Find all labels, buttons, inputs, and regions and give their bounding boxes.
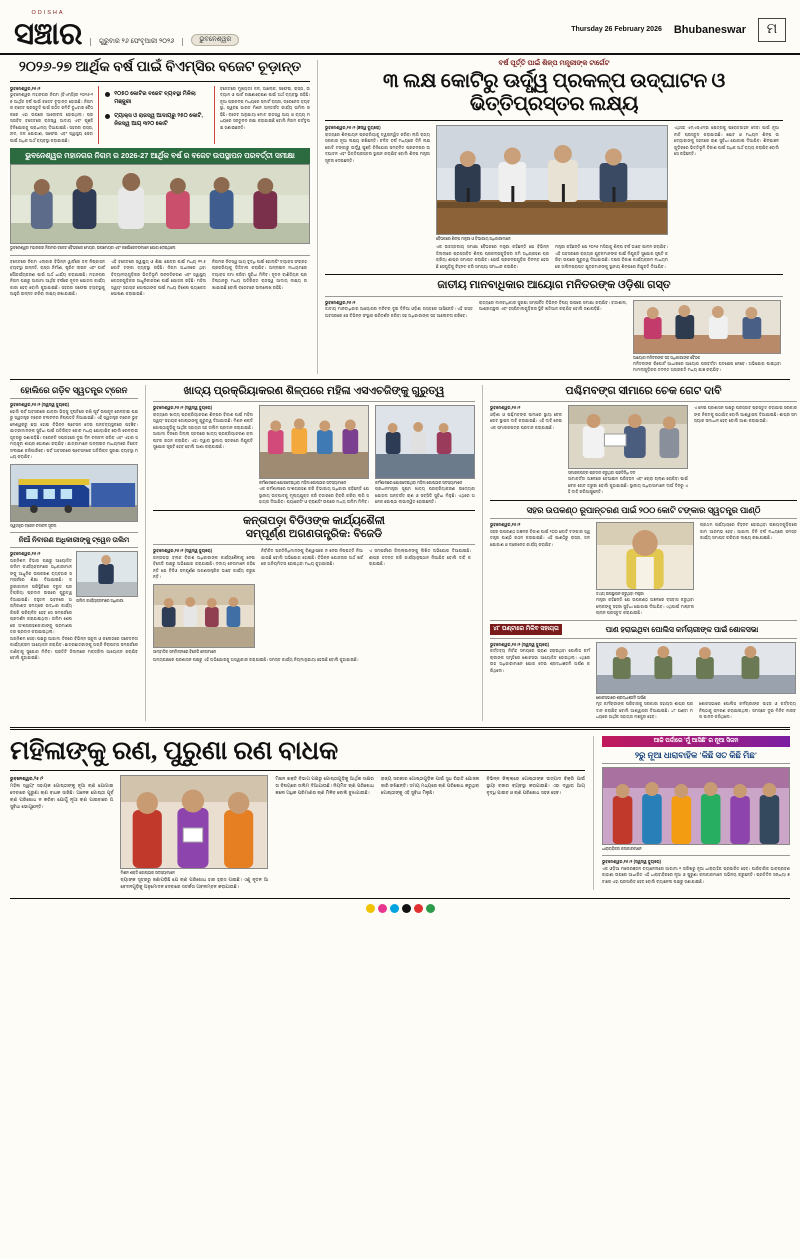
bmc-lower-col-1: ବଜେଟରେ ନିଗମ ଏଲାକାର ବିଭିନ୍ନ ୱାର୍ଡରେ ଜଳ ନିଷ୍କାସନ ବ୍ୟବସ୍ଥା ଉନ୍ନତି, ରାସ୍ତା ନିର୍ମାଣ, ଷ୍ଟ୍ରିଟ ଲାଇଟ ଏବଂ ପାର୍କ ସୌନ୍ଦର୍ଯ୍ୟକରଣ ପାଇଁ ଅର୍ଥ ଧାର୍ଯ୍ୟ କରାଯାଇଛି। ମହାନଗର ନିଗମ ପକ୍ଷରୁ ଆଗାମୀ ଆର୍ଥିକ ବର୍ଷରେ ନୂତନ ଯୋଜନା କାର୍ଯ୍ୟକାରୀ ହେବ ବୋଲି କୁହାଯାଇଛି। ସହରର ସଫେଇ ବ୍ୟବସ୍ଥାକୁ ଆହୁରି ଉନ୍ନତ କରିବା ଲକ୍ଷ୍ୟ ରଖାଯାଇଛି। — [10, 258, 105, 297]
tv-dateline: ଭୁବନେଶ୍ୱର,୨୫।୨ (ସ୍ୱସ୍ୱ ବ୍ୟୁରୋ) — [602, 859, 662, 865]
bmc-event-banner: ଭୁବନେଶ୍ୱର ମହାନଗର ନିଗମ ର 2026-27 ଆର୍ଥିକ ବର୍ଷ ର ବଜେଟ ଉପସ୍ଥାପନ ପରବର୍ତ୍ତୀ ସମୀକ୍ଷା — [10, 148, 310, 164]
food-photo-art-2 — [376, 406, 474, 478]
food-col-2: ଏକ କର୍ମଶାଳାରେ ଅଂଶଗ୍ରହଣ କରି ବିଭାଗୀୟ ଅଧିକାରୀ କହିଛନ୍ତି ଯେ ସ୍ଥାନୀୟ ଉତ୍ପାଦକୁ ମୂଲ୍ୟଯୁକ୍ତ କରି ବଜାରରେ ବିକ୍ରି କରିବା ଲାଗି ସହାୟତା ଦିଆଯିବ। ପ୍ୟାକେଜିଂ ଓ ବ୍ରାଣ୍ଡିଂ ଉପରେ ମଧ୍ୟ ତାଲିମ ମିଳିବ। — [259, 486, 369, 505]
food-col-1: ରାଜ୍ୟରେ ଖାଦ୍ୟ ପ୍ରକ୍ରିୟାକରଣ ଶିଳ୍ପର ବିକାଶ ପାଇଁ ମହିଳା ସ୍ୱୟଂ ସହାୟକ ଗୋଷ୍ଠୀଙ୍କୁ ଗୁରୁତ୍ୱ ଦିଆଯାଉଛି। ମିଶନ ଶକ୍ତି ଗୋଷ୍ଠୀଗୁଡ଼ିକୁ ଆର୍ଥିକ ସହାୟତା ସହ ତାଲିମ ପ୍ରଦାନ କରାଯାଉଛି। — [153, 411, 253, 430]
women-col-2: ବ୍ୟାଙ୍କ ସୂତ୍ରରୁ ଜଣାପଡ଼ିଛି ଯେ ଋଣ ପରିଶୋଧ ହାର ହ୍ରାସ ପାଇଛି। ଏଣୁ ନୂତନ ଆବେଦନଗୁଡ଼ିକୁ ଅନୁମୋଦନ ଦେବାରେ ସତର୍କତା ଅବଲମ୍ବନ କରାଯାଉଛି। — [120, 876, 269, 889]
tv-photo — [602, 767, 790, 845]
checkgate-headline: ପଶ୍ଚିମବଙ୍ଗ ସୀମାରେ ଚେକ ଗେଟ ଦାବି — [565, 384, 722, 397]
train-dateline: ଭୁବନେଶ୍ୱର,୨୫।୨ (ସ୍ୱସ୍ୱ ବ୍ୟୁରୋ) — [10, 402, 70, 407]
tv-body: ଏକ ଓଡ଼ିଆ ମନୋରଞ୍ଜନ ଚ୍ୟାନେଲରେ ଆଗାମୀ ୨ ତାରିଖରୁ ନୂଆ ଧାରାବାହିକ ପ୍ରସାରିତ ହେବ। ପାରିବାରିକ ଭାବପ୍ରବଣ କାହାଣୀ ଉପରେ ଆଧାରିତ ଏହି ଧାରାବାହିକରେ ନୂଆ ଓ ପୁରୁଣା କଳାକାରମାନେ ଅଭିନୟ କରୁଛନ୍ତି। ପ୍ରତିଦିନ ସନ୍ଧ୍ୟା ୭ଟାରେ ଏହା ପ୍ରସାରିତ ହେବ ବୋଲି ଚ୍ୟାନେଲ ପକ୍ଷରୁ ଜଣାଯାଇଛି। — [602, 865, 790, 884]
edition-glyph: ମ — [758, 18, 786, 42]
checkgate-photo-caption: ସ୍ମାରକପତ୍ର ପ୍ରଦାନ କରୁଥିବା ପ୍ରତିନିଧି ଦଳ — [568, 471, 636, 475]
story-industry-target — [325, 60, 783, 374]
masthead — [0, 0, 800, 55]
industry-kicker: ବର୍ଷ ପୂର୍ତ୍ତି ପାଇଁ ଶିଳ୍ପ ମନ୍ତ୍ରୀଙ୍କ ଟାର୍ଗେଟ — [498, 60, 610, 67]
masthead-city-tag: ଭୁବନେଶ୍ୱର — [191, 34, 239, 46]
bmc-photo-art — [11, 165, 309, 243]
nhrc-photo-art — [634, 301, 780, 353]
top-section — [0, 55, 800, 374]
bottom-section — [0, 736, 800, 890]
police-photo-block — [596, 642, 796, 721]
fire-photo-block — [76, 551, 138, 636]
bmc-side-body: ବଜେଟରେ ମୁଖ୍ୟତଃ ଜଳ, ଆଲୋକ, ସଫେଇ, ରାସ୍ତା, ଉଦ୍ୟାନ ଓ ପାର୍କ ରକ୍ଷଣାବେକ୍ଷଣ ପାଇଁ ଅର୍ଥ ବ୍ୟବସ୍ଥା ରହିଛି। ନୂଆ ପ୍ରକଳ୍ପ ମଧ୍ୟରେ ସ୍ମାର୍ଟ ରାସ୍ତା, ଡ୍ରେନେଜ ବ୍ୟବସ୍ଥା, ସ୍ୱଚ୍ଛ ଭାରତ ମିଶନ ଅନ୍ତର୍ଗତ କାର୍ଯ୍ୟ ସାମିଲ ରହିଛି। ବଜେଟ ଅନୁଯାୟୀ ମୋଟ ରାଜସ୍ୱ ଆୟ ଓ ବ୍ୟୟ ମଧ୍ୟରେ ସନ୍ତୁଳନ ରକ୍ଷା କରାଯାଇଛି ବୋଲି ନିଗମ କର୍ତ୍ତୃପକ୍ଷ ଜଣାଇଛନ୍ତି। — [219, 85, 310, 130]
reg-dot-red — [414, 904, 423, 913]
water-photo-art — [597, 523, 693, 589]
industry-photo-block — [436, 125, 668, 270]
nhrc-col-1: ଜାତୀୟ ମାନବାଧିକାର ଆୟୋଗର ମନିଟର ଦୁଇ ଦିନିଆ ଓଡ଼ିଶା ଗସ୍ତରେ ଆସିଛନ୍ତି। ଏହି ଗସ୍ତ ଅବସରରେ ସେ ବିଭିନ୍ନ ସଂସ୍ଥାର ପରିଦର୍ଶନ କରିବା ସହ ଅଧିକାରୀଙ୍କ ସହ ଆଲୋଚନା କରିବେ। — [325, 306, 473, 318]
women-col-4: ରାଜ୍ୟ ସରକାର ଗୋଷ୍ଠୀଗୁଡ଼ିକ ପାଇଁ ସୁଧ ରିହାତି ଯୋଜନା ଜାରି ରଖିଛନ୍ତି। ସମୟ ମଧ୍ୟରେ ଋଣ ପରିଶୋଧ କରୁଥିବା ଗୋଷ୍ଠୀଙ୍କୁ ଏହି ସୁବିଧା ମିଳୁଛି। — [380, 775, 480, 795]
police-col-2: ମୃତ କର୍ମଚାରୀଙ୍କ ପରିବାରକୁ ସରକାରୀ ସହାୟତା ଶୀଘ୍ର ପ୍ରଦାନ କରାଯିବ ବୋଲି ଆଶ୍ୱାସନା ଦିଆଯାଇଛି। ୪୮ ଘଣ୍ଟା ମଧ୍ୟରେ ଆର୍ଥିକ ସହାୟତା ମଞ୍ଜୁର ହେବ। — [596, 701, 693, 720]
industry-col-3: ମନ୍ତ୍ରୀ କହିଛନ୍ତି ଯେ ୨୦୨୬ ମସିହାକୁ ଶିଳ୍ପ ବର୍ଷ ଭାବେ ପାଳନ କରାଯିବ। ଏହି ଅବସରରେ ରାଜ୍ୟର ଯୁବକମାନଙ୍କ ପାଇଁ ନିଯୁକ୍ତି ସୁଯୋଗ ସୃଷ୍ଟି କରିବା ଉପରେ ଗୁରୁତ୍ୱ ଦିଆଯାଉଛି। ଦକ୍ଷତା ବିକାଶ କାର୍ଯ୍ୟକ୍ରମ ମାଧ୍ୟମରେ ତାଲିମପ୍ରାପ୍ତ ଯୁବକମାନଙ୍କୁ ସ୍ଥାନୀୟ ଶିଳ୍ପରେ ନିଯୁକ୍ତି ଦିଆଯିବ। — [555, 244, 668, 269]
nhrc-col-3: ମନିଟରଙ୍କ ରିପୋର୍ଟ ଆଧାରରେ ଆୟୋଗ ପରବର୍ତ୍ତୀ ପଦକ୍ଷେପ ନେବେ। ଅଭିଯୋଗ ପାଇଥିବା ମାମଲାଗୁଡ଼ିକର ତଦନ୍ତ ଅଗ୍ରଗତି ମଧ୍ୟ ଯାଞ୍ଚ କରାଯିବ। — [633, 360, 781, 373]
bullet-item — [105, 90, 208, 106]
reg-dot-magenta — [378, 904, 387, 913]
train-body: ହୋଲି ପର୍ବ ଅବସରରେ ଯାତ୍ରୀ ଭିଡ଼କୁ ଦୃଷ୍ଟିରେ ରଖି ପୂର୍ବ ଉପକୂଳ ରେଳବାଇ ପକ୍ଷରୁ ସ୍ୱତନ୍ତ୍ର ଟ୍ରେନ ଚଳାଚଳର ନିଷ୍ପତ୍ତି ନିଆଯାଇଛି। ଏହି ସ୍ୱତନ୍ତ୍ର ଟ୍ରେନ ଭୁବନେଶ୍ୱରରୁ ଛଡ଼ା ହୋଇ ବିଭିନ୍ନ ଷ୍ଟେସନ ଦେଇ ଗନ୍ତବ୍ୟସ୍ଥଳରେ ପହଞ୍ଚିବ। ଯାତ୍ରୀମାନଙ୍କ ସୁବିଧା ପାଇଁ ଅତିରିକ୍ତ କୋଚ ମଧ୍ୟ ଯୋଡ଼ାଯିବ ବୋଲି ରେଳବାଇ ସୂତ୍ରରୁ ଜଣାପଡ଼ିଛି। ଟ୍ରେନଟି ସପ୍ତାହରେ ଦୁଇ ଦିନ ଚଳାଚଳ କରିବ ଏବଂ ଏହାର ସମୟସୂଚୀ ଶୀଘ୍ର ଘୋଷଣା କରାଯିବ। ଯାତ୍ରୀମାନେ ଅନ୍‌ଲାଇନ ମାଧ୍ୟମରେ ଟିକେଟ ସଂରକ୍ଷଣ କରିପାରିବେ। ପର୍ବ ଅବସରରେ ଷ୍ଟେସନରେ ଅତିରିକ୍ତ ସୁରକ୍ଷା ବ୍ୟବସ୍ଥା ମଧ୍ୟ କରାଯିବ। — [10, 408, 138, 459]
checkgate-photo-block — [568, 405, 688, 496]
bjd-col-1: କନ୍ତାପଡ଼ା ବ୍ଲକ ବିକାଶ ଅଧିକାରୀଙ୍କ କାର୍ଯ୍ୟଶୈଳୀକୁ ନେଇ ବିଜେଡି ପକ୍ଷରୁ ଅଭିଯୋଗ କରାଯାଇଛି। ଦଳୀୟ ନେତାମାନେ କହିଛନ୍ତି ଯେ ବିଡିଓ ସମ୍ପୂର୍ଣ୍ଣ ଅଗଣତାନ୍ତ୍ରିକ ଭାବେ କାର୍ଯ୍ୟ କରୁଛନ୍ତି। — [153, 554, 255, 580]
fire-headline: ନିଆଁ ନିବାରଣ ଅଧିକାରୀଙ୍କୁ ଟ୍ୱେନ ତାଲିମ — [18, 535, 130, 544]
police-headline: ପାଣ ହରାଇଥିବା ପୋଲିସ କର୍ମଚାରୀଙ୍କ ପାଇଁ ଶୋକସଭା — [605, 624, 759, 634]
industry-col-2: ଏକ ଉଚ୍ଚସ୍ତରୀୟ ସମୀକ୍ଷା ବୈଠକରେ ମନ୍ତ୍ରୀ କହିଛନ୍ତି ଯେ ବିଭିନ୍ନ ଜିଲ୍ଲାରେ ପ୍ରସ୍ତାବିତ ଶିଳ୍ପ ପ୍ରକଳ୍ପଗୁଡ଼ିକର ଜମି ଅଧିଗ୍ରହଣ ପ୍ରକ୍ରିୟା ଶୀଘ୍ର ସମାପ୍ତ କରାଯିବ। ଯେଉଁ ପ୍ରକଳ୍ପଗୁଡ଼ିକ ବିଳମ୍ବ ହେଉଛି ସେଗୁଡ଼ିକୁ ଚିହ୍ନଟ କରି ସମସ୍ୟା ସମାଧାନ କରାଯିବ। — [436, 244, 549, 269]
nhrc-dateline: ଭୁବନେଶ୍ୱର,୨୫।୨ — [325, 299, 356, 305]
industry-dateline: ଭୁବନେଶ୍ୱର,୨୫।୨ (ଞ୍ଚସ୍ୱ ବ୍ୟୁରୋ) — [325, 125, 381, 130]
women-col-1: ମହିଳା ସ୍ୱୟଂ ସହାୟକ ଗୋଷ୍ଠୀଙ୍କୁ ନୂଆ ଋଣ ଯୋଗାଇ ଦେବାରେ ପୁରୁଣା ଋଣ ବାଧକ ସାଜିଛି। ଅନେକ ଗୋଷ୍ଠୀ ପୂର୍ବ ଋଣ ପରିଶୋଧ ନ କରିବା ଯୋଗୁଁ ନୂଆ ଋଣ ପାଇବାରେ ଅସୁବିଧା ଭୋଗୁଛନ୍ତି। — [10, 782, 114, 809]
industry-col-4: ଏଥିସହ ଏମ୍‌ଏସ୍‌ଏମ୍‌ଇ କ୍ଷେତ୍ରକୁ ପ୍ରୋତ୍ସାହନ ଦେବା ପାଇଁ ନୂଆ ନୀତି ପ୍ରସ୍ତୁତ କରାଯାଉଛି। ଛୋଟ ଓ ମଧ୍ୟମ ଶିଳ୍ପ ଉଦ୍ୟୋଗୀଙ୍କୁ ସହଜରେ ଋଣ ସୁବିଧା ଯୋଗାଇ ଦିଆଯିବ। ଶିଳ୍ପାଞ୍ଚଳଗୁଡ଼ିକରେ ଭିତ୍ତିଭୂମି ବିକାଶ ପାଇଁ ଅଧିକ ଅର୍ଥ ବ୍ୟୟ କରାଯିବ ବୋଲି ସେ କହିଛନ୍ତି। — [674, 125, 779, 156]
police-badge: ୪୮ ଘଣ୍ଟାରେ ମିଳିବ ସହାୟତା — [490, 624, 562, 635]
food-dateline: ଭୁବନେଶ୍ୱର,୨୫।୨ (ସ୍ୱସ୍ୱ ବ୍ୟୁରୋ) — [153, 405, 213, 410]
food-photo-art — [260, 406, 368, 478]
logo-subtitle: ODISHA — [31, 10, 65, 16]
checkgate-col-1: ଓଡ଼ିଶା ଓ ପଶ୍ଚିମବଙ୍ଗ ସୀମାରେ ସ୍ଥାୟୀ ଚେକ ଗେଟ ସ୍ଥାପନ ଦାବି କରାଯାଇଛି। ଏହି ଦାବି ନେଇ ଏକ ସ୍ମାରକପତ୍ର ପ୍ରଦାନ କରାଯାଇଛି। — [490, 411, 562, 430]
bjd-photo-art — [154, 585, 254, 647]
bmc-photo-block — [10, 148, 310, 251]
water-headline: ସହର ଉପକଣ୍ଠ ରୂପାନ୍ତରଣ ପାଇଁ ୨୦୦ କୋଟି ଟଙ୍କାର ସ୍ୱତନ୍ତ୍ର ପାଣ୍ଠି — [526, 504, 761, 515]
story-bjd — [153, 515, 475, 664]
column-train-fire — [10, 385, 138, 721]
police-col-3: ଶୋକସଭାରେ ପୋଲିସ କର୍ମଚାରୀଙ୍କ ସାହସ ଓ କର୍ତ୍ତବ୍ୟନିଷ୍ଠାକୁ ସ୍ମରଣ କରାଯାଇଥିଲା। ସମସ୍ତେ ଦୁଇ ମିନିଟ ନୀରବତା ପାଳନ କରିଥିଲେ। — [699, 701, 796, 720]
food-headline: ଖାଦ୍ୟ ପ୍ରକ୍ରିୟାକରଣ ଶିଳ୍ପରେ ମହିଳା ଏସଏଚଜିଙ୍କୁ ଗୁରୁତ୍ୱ — [183, 384, 445, 397]
industry-headline: ୩ ଲକ୍ଷ କୋଟିରୁ ଊର୍ଦ୍ଧ୍ୱ ପ୍ରକଳ୍ପ ଉଦ୍‌ଘାଟନ ଓ ଭିତ୍ତିପ୍ରସ୍ତର ଲକ୍ଷ୍ୟ — [383, 70, 725, 115]
bmc-headline: ୨୦୨୬-୨୭ ଆର୍ଥିକ ବର୍ଷ ପାଇଁ ବିଏମ୍‌ସିର ବଜେଟ ଚୂଡ଼ାନ୍ତ — [18, 60, 302, 75]
bjd-photo — [153, 584, 255, 648]
women-photo-block — [120, 775, 268, 891]
fire-body: ଅଗ୍ନିଶମ ବିଭାଗ ପକ୍ଷରୁ ଆୟୋଜିତ ତାଲିମ କାର୍ଯ୍ୟକ୍ରମରେ ଅଧିକାରୀମାନଙ୍କୁ ଆଧୁନିକ ଉପକରଣ ବ୍ୟବହାର ସମ୍ପର୍କରେ ଶିକ୍ଷା ଦିଆଯାଇଛି। ଜରୁରୀକାଳୀନ ପରିସ୍ଥିତିରେ ଦ୍ରୁତ ପ୍ରତିକ୍ରିୟା ପ୍ରଦାନ ଉପରେ ଗୁରୁତ୍ୱ ଦିଆଯାଇଛି। ବହୁତଳ ଭବନରେ ଅଗ୍ନିକାଣ୍ଡ ସମୟରେ ଉଦ୍ଧାର କାର୍ଯ୍ୟ କିପରି ପରିଚାଳିତ ହେବ ସେ ସମ୍ପର୍କରେ ପ୍ରଦର୍ଶନ କରାଯାଇଥିଲା। ତାଲିମ ଶେଷରେ ଅଂଶଗ୍ରହଣକାରୀଙ୍କୁ ପ୍ରମାଣପତ୍ର ପ୍ରଦାନ କରାଯାଇଥିଲା। — [10, 557, 72, 635]
logo-wordmark: ସଞ୍ଚାର — [14, 16, 82, 51]
food-col-4: ଆଗାମୀ ଦିନରେ ଜିଲ୍ଲା ସ୍ତରରେ ଖାଦ୍ୟ ପ୍ରକ୍ରିୟାକରଣ କ୍ଲଷ୍ଟର ଗଠନ କରାଯିବ। ଏହା ଦ୍ୱାରା ସ୍ଥାନୀୟ ସ୍ତରରେ ନିଯୁକ୍ତି ସୁଯୋଗ ସୃଷ୍ଟି ହେବ ବୋଲି ଆଶା କରାଯାଉଛି। — [153, 431, 253, 449]
nhrc-headline: ଜାତୀୟ ମାନବାଧିକାର ଆୟୋଗ ମନିତରଙ୍କ ଓଡ଼ିଶା ଗସ୍ତ — [437, 279, 671, 292]
column-food-bjd — [153, 385, 475, 721]
masthead-left — [14, 10, 239, 49]
nhrc-col-2: ରାଜ୍ୟରେ ମାନବାଧିକାର ସୁରକ୍ଷା ସମ୍ପର୍କିତ ବିଭିନ୍ନ ବିଷୟ ଉପରେ ସମୀକ୍ଷା କରାଯିବ। ବନ୍ଦୀଶାଳା, ଆଶ୍ରୟସ୍ଥଳୀ ଏବଂ ହସ୍ପିଟାଲଗୁଡ଼ିକର ସ୍ଥିତି ଖତିଆନ କରାଯିବ ବୋଲି ଜଣାପଡ଼ିଛି। — [479, 299, 627, 311]
bmc-lower-col-2: ଏହି ବଜେଟରେ ସ୍ୱାସ୍ଥ୍ୟ ଓ ଶିକ୍ଷା କ୍ଷେତ୍ର ପାଇଁ ମଧ୍ୟ ୧୨.୫ କୋଟି ଟଙ୍କା ବ୍ୟବସ୍ଥା ରହିଛି। ନିଗମ ଅଧୀନରେ ଥିବା ବିଦ୍ୟାଳୟଗୁଡ଼ିକର ଭିତ୍ତିଭୂମି ଉନ୍ନତିକରଣ ଏବଂ ସ୍ୱାସ୍ଥ୍ୟ କେନ୍ଦ୍ରଗୁଡ଼ିକର ଆଧୁନିକୀକରଣ ପାଇଁ ଯୋଜନା ରହିଛି। ମହିଳା ସ୍ୱୟଂ ସହାୟକ ଗୋଷ୍ଠୀଙ୍କ ପାଇଁ ମଧ୍ୟ ବିଶେଷ ପ୍ୟାକେଜ ଘୋଷଣା କରାଯାଇଛି। — [111, 258, 206, 297]
story-tv-serial — [602, 736, 790, 890]
women-col-3: ମିଶନ ଶକ୍ତି ବିଭାଗ ପକ୍ଷରୁ ଗୋଷ୍ଠୀଗୁଡ଼ିକୁ ଆର୍ଥିକ ସାକ୍ଷରତା ବିଷୟରେ ତାଲିମ ଦିଆଯାଉଛି। ନିୟମିତ ଋଣ ପରିଶୋଧ କଲେ ଅଧିକ ପରିମାଣର ଋଣ ମିଳିବ ବୋଲି ବୁଝାଯାଉଛି। — [275, 775, 374, 795]
women-headline: ମହିଳାଙ୍କୁ ରଣ, ପୁରୁଣା ରଣ ବାଧକ — [10, 735, 338, 765]
bullet-item — [105, 112, 208, 128]
women-dateline: ଭୁବନେଶ୍ୱର,୨୫।୨ — [10, 775, 44, 781]
fire-dateline: ଭୁବନେଶ୍ୱର,୨୫।୨ — [10, 551, 41, 557]
train-photo — [10, 464, 138, 522]
food-photo-block-2 — [375, 405, 475, 506]
logo-block[interactable] — [14, 10, 82, 49]
industry-photo-art — [437, 126, 667, 234]
bullet-text: ୧୦୫୦ କୋଟିର ବଜେଟ ବ୍ୟବସ୍ଥା ମିଳିଲା ମଞ୍ଜୁରୀ — [114, 90, 196, 105]
nhrc-photo-caption: ଆୟୋଗ ମନିଟରଙ୍କ ସହ ଅଧିକାରୀଙ୍କ ବୈଠକ — [633, 355, 701, 360]
bjd-col-4: ଅନ୍ୟପକ୍ଷରେ ପ୍ରଶାସନ ପକ୍ଷରୁ ଏହି ଅଭିଯୋଗକୁ ଅସ୍ୱୀକାର କରାଯାଇଛି। ସମସ୍ତ କାର୍ଯ୍ୟ ନିୟମାନୁଯାୟୀ ହେଉଛି ବୋଲି କୁହାଯାଇଛି। — [153, 657, 359, 662]
story-nhrc — [325, 279, 783, 374]
checkgate-col-3: ଏ ନେଇ ପ୍ରଶାସନ ପକ୍ଷରୁ ପ୍ରସ୍ତାବ ପ୍ରସ୍ତୁତ କରାଯାଇ ସରକାରଙ୍କ ନିକଟକୁ ପଠାଯିବ ବୋଲି ଆଶ୍ୱାସନା ଦିଆଯାଇଛି। ଶୀଘ୍ର ସମସ୍ୟାର ସମାଧାନ ହେବ ବୋଲି ଆଶା କରାଯାଉଛି। — [694, 405, 797, 423]
bmc-photo-caption: ଭୁବନେଶ୍ୱର ମହାନଗର ନିଗମର ବଜେଟ ବୈଠକରେ ମେୟର, ଉପମେୟର ଏବଂ କର୍ପୋରେଟରମାନେ ଯୋଗ ଦେଇଥିଲେ — [10, 246, 176, 251]
masthead-date-odia: ଗୁରୁବାର ୨୬ ଫେବୃଆରୀ ୨୦୨୬ — [90, 38, 183, 46]
bjd-photo-caption: ସାମ୍ବାଦିକ ସମ୍ମିଳନୀରେ ବିଜେଡି ନେତାମାନେ — [153, 649, 217, 654]
police-photo-art — [597, 643, 795, 693]
bjd-headline-1: କନ୍ତାପଡ଼ା ବିଡିଓଙ୍କ କାର୍ଯ୍ୟଶୈଳୀ — [243, 514, 385, 527]
water-col-2: ମନ୍ତ୍ରୀ କହିଛନ୍ତି ଯେ ଉପକଣ୍ଠ ଅଞ୍ଚଳରେ ବସବାସ କରୁଥିବା ଲୋକଙ୍କୁ ସହରୀ ସୁବିଧା ଯୋଗାଇ ଦିଆଯିବ। ଏଥିପାଇଁ ମାଷ୍ଟର ପ୍ଲାନ ପ୍ରସ୍ତୁତ କରାଯାଉଛି। — [596, 597, 694, 616]
bmc-photo — [10, 164, 310, 244]
train-photo-art — [11, 465, 137, 521]
checkgate-dateline: ଭୁବନେଶ୍ୱର,୨୫।୨ — [490, 405, 521, 410]
bmc-dateline: ଭୁବନେଶ୍ୱର,୨୫।୨ — [10, 85, 41, 91]
reg-dot-green — [426, 904, 435, 913]
tv-photo-art — [603, 768, 789, 844]
police-photo-caption: ଶୋକସଭାରେ ଶ୍ରଦ୍ଧାଞ୍ଜଳି ଅର୍ପଣ — [596, 695, 646, 700]
water-dateline: ଭୁବନେଶ୍ୱର,୨୫।୨ — [490, 522, 521, 527]
bmc-lower-col-3: ନିଗମର ନିଜସ୍ୱ ଆୟ ବୃଦ୍ଧି ପାଇଁ ହୋଲ୍ଡିଂ ଟ୍ୟାକ୍ସ ସଂଗ୍ରହ ପ୍ରକ୍ରିୟାକୁ ଡିଜିଟାଲ କରାଯିବ। ଅନ୍‌ଲାଇନ ମାଧ୍ୟମରେ ଟ୍ୟାକ୍ସ ଜମା କରିବା ସୁବିଧା ମିଳିବ। ନୂତନ ବାଣିଜ୍ୟିକ ପ୍ରତିଷ୍ଠାନରୁ ମଧ୍ୟ ଅତିରିକ୍ତ ରାଜସ୍ୱ ଆଦାୟ ଲକ୍ଷ୍ୟ ରଖାଯାଇଛି ବୋଲି ବଜେଟରେ ଉଲ୍ଲେଖ ରହିଛି। — [212, 258, 307, 290]
bjd-col-3: ଏ ସମ୍ପର୍କରେ ଜିଲ୍ଲାପାଳଙ୍କୁ ଲିଖିତ ଅଭିଯୋଗ ଦିଆଯାଇଛି। ଶୀଘ୍ର ତଦନ୍ତ କରି କାର୍ଯ୍ୟାନୁଷ୍ଠାନ ନିଆଯିବ ବୋଲି ଦାବି କରାଯାଇଛି। — [369, 548, 471, 567]
train-photo-caption: ସ୍ୱତନ୍ତ୍ର ଟ୍ରେନ ଚଳାଚଳ ସୂଚନା — [10, 523, 57, 528]
water-photo-block — [596, 522, 694, 617]
fire-extra: ଅଗ୍ନିଶମ ସେବା ପକ୍ଷରୁ ଆଗାମୀ ଦିନରେ ବିଭିନ୍ନ ସ୍କୁଲ ଓ କଲେଜରେ ସଚେତନତା କାର୍ଯ୍ୟକ୍ରମ ଆୟୋଜନ କରାଯିବ। ଛାତ୍ରଛାତ୍ରୀଙ୍କୁ ଅଗ୍ନି ନିରାପତ୍ତା ସମ୍ପର୍କରେ ଜାଣିବାକୁ ସୁଯୋଗ ମିଳିବ। ପ୍ରତିଟି ଜିଲ୍ଲାରେ ମକ୍‌ଡ୍ରିଲ ଆୟୋଜନ କରାଯିବ ବୋଲି କୁହାଯାଇଛି। — [10, 635, 138, 661]
checkgate-photo-art — [569, 406, 687, 468]
food-photo-block — [259, 405, 369, 506]
masthead-date-english: Thursday 26 February 2026 — [571, 25, 662, 33]
tv-photo-caption: ଧାରାବାହିକର କଳାକାରମାନେ — [602, 846, 642, 851]
bullet-dot-icon — [105, 114, 110, 119]
story-water-fund — [490, 505, 797, 617]
police-col-1: କର୍ତ୍ତବ୍ୟ ନିର୍ବାହ ସମୟରେ ପ୍ରାଣ ହରାଇଥିବା ପୋଲିସ କର୍ମଚାରୀଙ୍କ ସ୍ମୃତିରେ ଶୋକସଭା ଆୟୋଜିତ ହୋଇଥିଲା। ଏଥିରେ ଉଚ୍ଚ ଅଧିକାରୀମାନେ ଯୋଗ ଦେଇ ଶ୍ରଦ୍ଧାଞ୍ଜଳି ଅର୍ପଣ କରିଥିଲେ। — [490, 648, 590, 673]
police-dateline: ଭୁବନେଶ୍ୱର,୨୫।୨ (ସ୍ୱସ୍ୱ ବ୍ୟୁରୋ) — [490, 641, 550, 647]
food-photo-caption-2: କର୍ମଶାଳାରେ ଯୋଗଦେଇଥିବା ମହିଳା ଗୋଷ୍ଠୀର ସଦସ୍ୟାମାନେ — [375, 481, 463, 485]
bullet-text: ଟ୍ୟାକ୍ସ ଓ ରାଜସ୍ୱ ଆଦାୟରୁ ୨୫୦ କୋଟି, ନିଜସ୍ୱ ଆୟ ୩୨୦ କୋଟି — [114, 113, 203, 128]
story-bmc-budget — [10, 60, 310, 374]
bullet-dot-icon — [105, 92, 110, 97]
reg-dot-black — [402, 904, 411, 913]
women-photo-caption: ମିଶନ ଶକ୍ତି ଗୋଷ୍ଠୀର ସଦସ୍ୟାମାନେ — [120, 870, 175, 875]
checkgate-col-2: ସୀମାବର୍ତ୍ତୀ ଅଞ୍ଚଳରେ ବେଆଇନ ପରିବହନ ଏବଂ ଚୋରା ଚାଲାଣ ରୋକିବା ପାଇଁ ଚେକ ଗେଟ ଜରୁରୀ ବୋଲି କୁହାଯାଇଛି। ସ୍ଥାନୀୟ ଅଧିବାସୀମାନେ ଦୀର୍ଘ ଦିନରୁ ଏହି ଦାବି କରିଆସୁଛନ୍ତି। — [568, 476, 688, 495]
industry-photo-caption: ବୈଠକରେ ଶିଳ୍ପ ମନ୍ତ୍ରୀ ଓ ବିଭାଗୀୟ ଅଧିକାରୀମାନେ — [436, 237, 511, 241]
industry-col-1: ରାଜ୍ୟରେ ଶିଳ୍ପାୟନ ପ୍ରକ୍ରିୟାକୁ ତ୍ୱରାନ୍ୱିତ କରିବା ଲାଗି ରାଜ୍ୟ ସରକାର ନୂଆ ଲକ୍ଷ୍ୟ ରଖିଛନ୍ତି। ଚଳିତ ବର୍ଷ ମଧ୍ୟରେ ତିନି ଲକ୍ଷ କୋଟି ଟଙ୍କାରୁ ଊର୍ଦ୍ଧ୍ୱ ପୁଞ୍ଜି ବିନିଯୋଗ ସମ୍ବଳିତ ପ୍ରକଳ୍ପର ଉଦ୍‌ଘାଟନ ଏବଂ ଭିତ୍ତିପ୍ରସ୍ତର ସ୍ଥାପନ କରାଯିବ ବୋଲି ଶିଳ୍ପ ମନ୍ତ୍ରୀ ସୂଚନା ଦେଇଛନ୍ତି। — [325, 131, 430, 163]
middle-section — [0, 385, 800, 721]
nhrc-photo-block — [633, 300, 781, 374]
food-col-3: ପ୍ରଧାନମନ୍ତ୍ରୀ ସୂକ୍ଷ୍ମ ଖାଦ୍ୟ ପ୍ରକ୍ରିୟାକରଣ ଉଦ୍ୟୋଗ ଯୋଜନା ଅନ୍ତର୍ଗତ ଋଣ ଓ ସବ୍‌ସିଡି ସୁବିଧା ମିଳୁଛି। ଏଥିରେ ଅନେକ ଗୋଷ୍ଠୀ ଲାଭାନ୍ୱିତ ହୋଇଛନ୍ତି। — [375, 486, 475, 505]
tv-headline: ୨ରୁ ନୂଆ ଧାରାବାହିକ 'କିଛି ସତ କିଛି ମିଛ' — [634, 749, 758, 760]
tv-strip-label: ଆଜି ପର୍ଦ୍ଦାରେ 'ମୁଁ ଆସିଛି' ର ନୂଆ ସିଜନ — [602, 736, 790, 747]
food-photo-caption: କର୍ମଶାଳାରେ ଯୋଗଦେଇଥିବା ମହିଳା ଗୋଷ୍ଠୀର ସଦସ୍ୟାମାନେ — [259, 481, 347, 485]
fire-photo-caption: ତାଲିମ କାର୍ଯ୍ୟକ୍ରମରେ ଅଧିକାରୀ — [76, 599, 124, 604]
bjd-col-2: ନିର୍ବାଚିତ ପ୍ରତିନିଧିମାନଙ୍କୁ ବିଶ୍ୱାସରେ ନ ନେଇ ନିଷ୍ପତ୍ତି ନିଆଯାଉଛି ବୋଲି ଅଭିଯୋଗ ହୋଇଛି। ବିଭିନ୍ନ ଯୋଜନାର ଅର୍ଥ ଖର୍ଚ୍ଚରେ ଅନିୟମିତତା ହୋଇଥିବା ମଧ୍ୟ କୁହାଯାଇଛି। — [261, 548, 363, 567]
train-headline: ହୋଲିରେ ଗଡ଼ିବ ସ୍ୱତନ୍ତ୍ର ଟ୍ରେନ — [20, 384, 128, 395]
column-right-middle — [490, 385, 797, 721]
women-photo-art — [121, 776, 267, 868]
fire-photo-art — [77, 552, 137, 596]
bjd-dateline: ଭୁବନେଶ୍ୱର,୨୫।୨ (ସ୍ୱସ୍ୱ ବ୍ୟୁରୋ) — [153, 548, 213, 554]
reg-dot-yellow — [366, 904, 375, 913]
registration-color-bar — [0, 899, 800, 919]
masthead-right — [571, 18, 786, 42]
story-women-loan — [10, 736, 585, 890]
reg-dot-cyan — [390, 904, 399, 913]
bmc-body: ଭୁବନେଶ୍ୱର ମହାନଗର ନିଗମ (ବିଏମ୍‌ସି)ର ୨୦୨୬-୨୭ ଆର୍ଥିକ ବର୍ଷ ପାଇଁ ବଜେଟ ଚୂଡ଼ାନ୍ତ ହୋଇଛି। ନିଗମର ବଜେଟ ପ୍ରସ୍ତୁତି ପାଇଁ ଗଠିତ କମିଟି ବୁଧବାର ବୈଠକରେ ଏହା ଉପରେ ଆଲୋଚନା ହୋଇଥିଲା। ପ୍ରସ୍ତାବିତ ବଜେଟରେ ରାଜସ୍ୱ ଆଦାୟ ଏବଂ ପୂଞ୍ଜି ବିନିଯୋଗକୁ ପ୍ରାଧାନ୍ୟ ଦିଆଯାଇଛି। ସହରର ରାସ୍ତା, ନାଳ, ଜଳ ଯୋଗାଣ, ସଫେଇ ଏବଂ ସ୍ୱାସ୍ଥ୍ୟ ସେବା ପାଇଁ ଅଧିକ ଅର୍ଥ ବ୍ୟବସ୍ଥା କରାଯାଇଛି। — [10, 92, 94, 143]
water-col-1: ସହର ଉପକଣ୍ଠ ଅଞ୍ଚଳର ବିକାଶ ପାଇଁ ୨୦୦ କୋଟି ଟଙ୍କାର ସ୍ୱତନ୍ତ୍ର ପାଣ୍ଠି ଗଠନ କରାଯାଇଛି। ଏହି ପାଣ୍ଠିରୁ ରାସ୍ତା, ଜଳ ଯୋଗାଣ ଓ ଡ୍ରେନେଜ କାର୍ଯ୍ୟ କରାଯିବ। — [490, 528, 590, 547]
masthead-city-english: Bhubaneswar — [673, 23, 746, 36]
water-col-3: ପ୍ରଥମ ପର୍ଯ୍ୟାୟରେ ଚିହ୍ନଟ ହୋଇଥିବା ପଞ୍ଚାୟତଗୁଡ଼ିକରେ କାମ ଆରମ୍ଭ ହେବ। ଆଗାମୀ ତିନି ବର୍ଷ ମଧ୍ୟରେ ସମସ୍ତ କାର୍ଯ୍ୟ ସମାପ୍ତ କରିବାର ଲକ୍ଷ୍ୟ ରଖାଯାଇଛି। — [700, 522, 797, 540]
women-col-5: ବିଭିନ୍ନ ଜିଲ୍ଲାରେ ଗୋଷ୍ଠୀଙ୍କ ଉତ୍ପାଦ ବିକ୍ରି ପାଇଁ ସ୍ଥାୟୀ ବଜାର ବ୍ୟବସ୍ଥା କରାଯାଉଛି। ଏହା ଦ୍ୱାରା ଆୟ ବୃଦ୍ଧି ପାଇବ ଓ ଋଣ ପରିଶୋଧ ସହଜ ହେବ। — [486, 775, 586, 795]
bmc-lower-columns — [10, 259, 310, 298]
story-police-memorial — [490, 624, 797, 721]
water-photo-caption: ତଥ୍ୟ ଉପସ୍ଥାପନ କରୁଥିବା ମନ୍ତ୍ରୀ — [596, 592, 644, 596]
bmc-bullet-box — [98, 86, 215, 145]
bjd-headline-2: ସମ୍ପୂର୍ଣ୍ଣ ଅଗଣତାନ୍ତ୍ରିକ: ବିଜେଡି — [245, 528, 383, 540]
